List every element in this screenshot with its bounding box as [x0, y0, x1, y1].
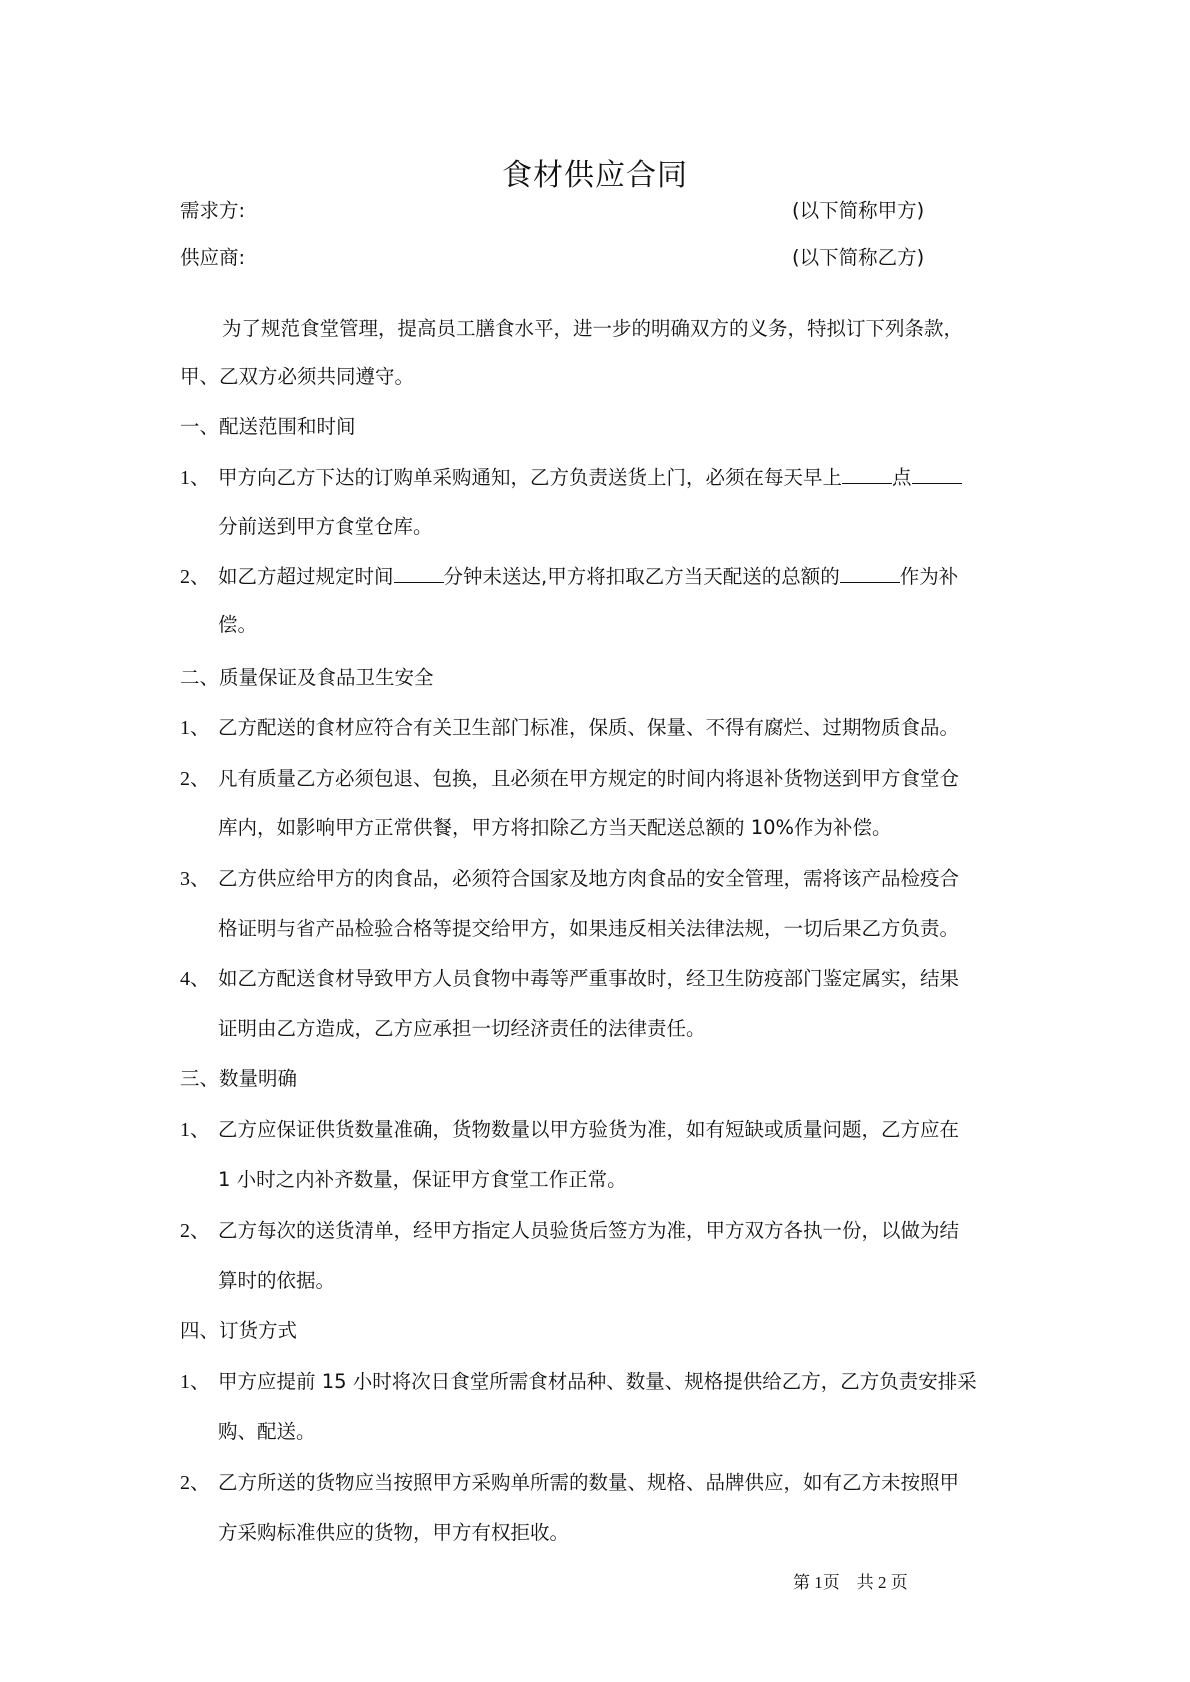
item-number: 1、 — [180, 1371, 210, 1393]
clause-2-3-line-2: 格证明与省产品检验合格等提交给甲方，如果违反相关法律法规，一切后果乙方负责。 — [218, 917, 960, 940]
item-number: 2、 — [180, 1220, 210, 1242]
item-number: 2、 — [180, 1472, 210, 1494]
clause-text: 如乙方超过规定时间 — [218, 565, 394, 588]
clause-1-1-line-2: 分前送到甲方食堂仓库。 — [218, 515, 433, 538]
intro-line-2: 甲、乙双方必须共同遵守。 — [180, 365, 415, 388]
clause-3-1-line-2: 1 小时之内补齐数量，保证甲方食堂工作正常。 — [218, 1168, 627, 1191]
clause-2-4-line-2: 证明由乙方造成，乙方应承担一切经济责任的法律责任。 — [218, 1017, 706, 1040]
clause-1-2-line-2: 偿。 — [218, 613, 258, 636]
item-number: 1、 — [180, 717, 210, 739]
clause-4-1-line-2: 购、配送。 — [218, 1420, 316, 1443]
clause-2-2-line-1: 凡有质量乙方必须包退、包换，且必须在甲方规定的时间内将退补货物送到甲方食堂仓 — [218, 767, 960, 790]
clause-2-4-line-1: 如乙方配送食材导致甲方人员食物中毒等严重事故时，经卫生防疫部门鉴定属实，结果 — [218, 967, 960, 990]
section-heading-4: 四、订货方式 — [180, 1319, 298, 1342]
item-number: 4、 — [180, 968, 210, 990]
clause-1-1-line-1 — [218, 465, 962, 491]
item-number: 3、 — [180, 868, 210, 890]
clause-3-1-line-1: 乙方应保证供货数量准确，货物数量以甲方验货为准，如有短缺或质量问题，乙方应在 — [218, 1118, 960, 1141]
section-heading-2: 二、质量保证及食品卫生安全 — [180, 666, 434, 689]
page-number-footer: 第 1页 共 2 页 — [793, 1573, 908, 1592]
clause-2-3-line-1: 乙方供应给甲方的肉食品，必须符合国家及地方肉食品的安全管理，需将该产品检疫合 — [218, 867, 960, 890]
clause-2-2-line-2: 库内，如影响甲方正常供餐，甲方将扣除乙方当天配送总额的 10%作为补偿。 — [218, 816, 892, 839]
clause-3-2-line-2: 算时的依据。 — [218, 1269, 336, 1292]
clause-3-2-line-1: 乙方每次的送货清单，经甲方指定人员验货后签方为准，甲方双方各执一份，以做为结 — [218, 1219, 960, 1242]
blank-percentage-field — [840, 564, 900, 583]
party-demand-label: 需求方: — [180, 199, 246, 222]
clause-4-2-line-1: 乙方所送的货物应当按照甲方采购单所需的数量、规格、品牌供应，如有乙方未按照甲 — [218, 1471, 960, 1494]
clause-1-2-line-1 — [218, 564, 958, 590]
blank-hour-field — [842, 465, 892, 484]
intro-line-1: 为了规范食堂管理，提高员工膳食水平，进一步的明确双方的义务，特拟订下列条款， — [222, 317, 964, 340]
clause-4-1-line-1: 甲方应提前 15 小时将次日食堂所需食材品种、数量、规格提供给乙方，乙方负责安排采 — [218, 1370, 977, 1393]
section-heading-1: 一、配送范围和时间 — [180, 415, 356, 438]
blank-minute-field — [912, 465, 962, 484]
party-supplier-note: (以下简称乙方) — [792, 246, 925, 269]
party-demand-note: (以下简称甲方) — [792, 199, 925, 222]
clause-2-1-line-1: 乙方配送的食材应符合有关卫生部门标准，保质、保量、不得有腐烂、过期物质食品。 — [218, 716, 960, 739]
blank-minutes-field — [394, 564, 444, 583]
item-number: 1、 — [180, 467, 210, 489]
document-title: 食材供应合同 — [502, 158, 688, 193]
clause-text: 作为补 — [899, 565, 959, 588]
clause-text: 分钟未送达,甲方将扣取乙方当天配送的总额的 — [443, 565, 840, 588]
clause-text: 点 — [892, 466, 912, 489]
item-number: 1、 — [180, 1119, 210, 1141]
section-heading-3: 三、数量明确 — [180, 1067, 298, 1090]
clause-text: 甲方向乙方下达的订购单采购通知，乙方负责送货上门，必须在每天早上 — [218, 466, 843, 489]
item-number: 2、 — [180, 768, 210, 790]
clause-4-2-line-2: 方采购标准供应的货物，甲方有权拒收。 — [218, 1521, 570, 1544]
party-supplier-label: 供应商: — [180, 246, 246, 269]
item-number: 2、 — [180, 566, 210, 588]
